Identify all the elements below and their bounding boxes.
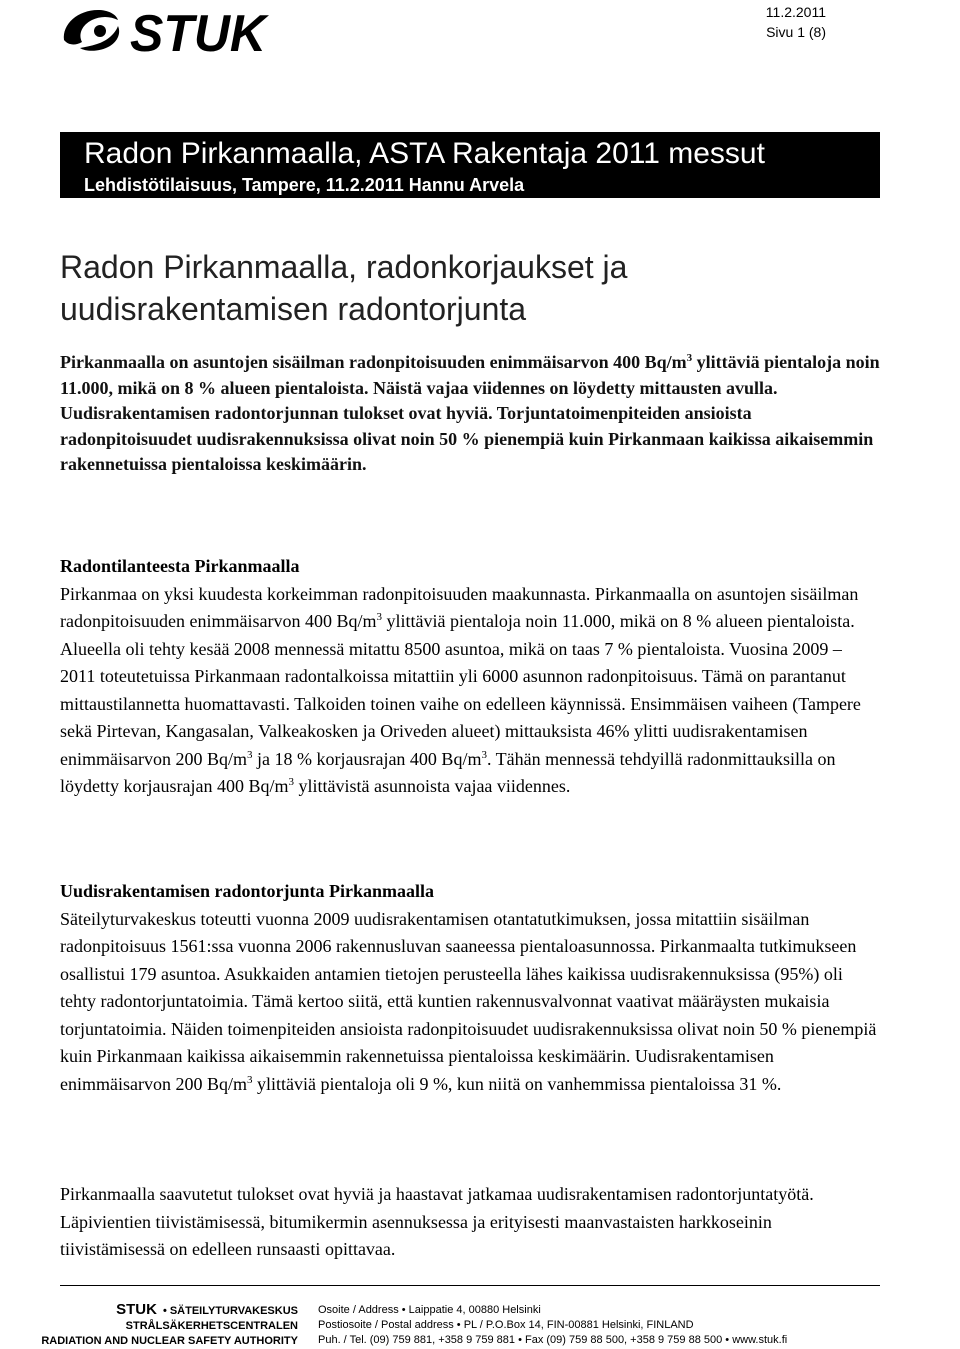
main-heading — [60, 246, 900, 330]
footer-org-fi: SÄTEILYTURVAKESKUS — [169, 1305, 298, 1317]
body-text: ylittäviä pientaloja oli 9 %, kun niitä on vanhemmissa pientaloissa 31 %. — [252, 1073, 782, 1094]
page-number: Sivu 1 (8) — [766, 24, 826, 40]
superscript: 3 — [246, 1073, 253, 1086]
superscript: 3 — [246, 748, 253, 761]
banner-subtitle: Lehdistötilaisuus, Tampere, 11.2.2011 Hannu Arvela — [84, 175, 525, 195]
footer-divider — [60, 1285, 880, 1286]
footer-org-name: STUK — [116, 1301, 157, 1318]
superscript: 3 — [288, 776, 294, 788]
footer-org-en: RADIATION AND NUCLEAR SAFETY AUTHORITY — [41, 1335, 298, 1347]
superscript: 3 — [376, 611, 382, 623]
lead-paragraph — [60, 350, 880, 478]
closing-paragraph — [60, 1181, 880, 1264]
body-text: Pirkanmaa on yksi kuudesta korkeimman radonpitoisuuden maakunnasta. Pirkanmaalla on asuntojen sisäilman radonpitoisuuden enimmäisarvon 400 Bq/m — [60, 583, 859, 631]
section-title: Uudisrakentamisen radontorjunta Pirkanmaalla — [60, 881, 435, 901]
lead-text: ylittäviä pientaloja noin 11.000, mikä on 8 % alueen pientaloista. Näistä vajaa viidennes on löydetty mittausten avulla. Uudisrakentamisen radontorjunnan tulokset ovat hyviä. Torjuntatoimenpiteiden ansioista radonpitoisuudet uudisrakennuksissa olivat noin 50 % pienempiä kuin Pirkanmaan kaikissa aikaisemmin rakennetuissa pientaloissa keskimäärin. — [60, 352, 880, 474]
svg-text:STUK: STUK — [130, 5, 270, 56]
heading-line-1: Radon Pirkanmaalla, radonkorjaukset ja — [60, 249, 628, 285]
body-text: ylittäviä pientaloja noin 11.000, mikä on 8 % alueen pientaloista. Alueella oli tehty kesää 2008 mennessä mitattu 8500 asuntoa, mikä on taas 7 % pientaloista. Vuosina 2009 – 2011 toteutetuissa Pirkanmaan radontalkoissa mitattiin yli 6000 asunnon radonpitoisuus. Tämä on parantanut mittaustilannetta huomattavasti. Talkoiden toinen vaihe on edelleen käynnissä. Ensimmäisen vaiheen (Tampere sekä Pirtevan, Kangasalan, Valkeakosken ja Oriveden alueet) mittauksista 46% ylitti uudisrakentamisen enimmäisarvon 200 Bq/m — [60, 611, 861, 769]
section-title: Radontilanteesta Pirkanmaalla — [60, 556, 300, 576]
title-banner — [60, 132, 880, 198]
superscript: 3 — [686, 352, 693, 364]
document-date-block — [766, 2, 826, 42]
footer-postal-address: Postiosoite / Postal address • PL / P.O.Box 14, FIN-00881 Helsinki, FINLAND — [318, 1319, 694, 1331]
footer-bullet: • — [162, 1305, 167, 1317]
section-body — [60, 906, 880, 1099]
stuk-logo-graphic — [60, 4, 270, 56]
section-body — [60, 581, 880, 801]
footer-phone: Puh. / Tel. (09) 759 881, +358 9 759 881 • Fax (09) 759 88 500, +358 9 759 88 500 • www.stuk.fi — [318, 1334, 788, 1346]
body-text: . Tähän mennessä tehdyillä radonmittauksilla on löydetty korjausrajan 400 Bq/m — [60, 748, 836, 796]
body-text: ja 18 % korjausrajan 400 Bq/m — [252, 748, 482, 769]
closing-text: Pirkanmaalla saavutetut tulokset ovat hyviä ja haastavat jatkamaa uudisrakentamisen radontorjuntatyötä. Läpivientien tiivistämisessä, bitumikermin asennuksessa ja erityisesti maanvastaisten harkkoseinin tiivistämisessä on edelleen runsaasti opittavaa. — [60, 1184, 814, 1259]
stuk-logo — [60, 4, 270, 56]
footer-contact — [318, 1303, 878, 1348]
footer-organization — [0, 1302, 298, 1349]
footer-org-sv: STRÅLSÄKERHETSCENTRALEN — [125, 1320, 298, 1332]
superscript: 3 — [481, 748, 487, 761]
body-text: Säteilyturvakeskus toteutti vuonna 2009 uudisrakentamisen otantatutkimuksen, jossa mitattiin sisäilman radonpitoisuus 1561:ssa vuonna 2006 rakennusluvan saaneessa pientaloasunnossa. Pirkanmaalta tutkimukseen osallistui 179 asuntoa. Asukkaiden antamien tietojen perusteella lähes kaikissa uudisrakennuksissa (95%) oli tehty radontorjuntatoimia. Tämä kertoo siitä, että kuntien rakennusvalvonnat vaativat määräysten mukaisia torjuntatoimia. Näiden toimenpiteiden ansioista radonpitoisuudet uudisrakennuksissa olivat noin 50 % pienempiä kuin Pirkanmaan kaikissa aikaisemmin rakennetuissa pientaloissa keskimäärin. Uudisrakentamisen enimmäisarvon 200 Bq/m — [60, 908, 877, 1094]
footer-address: Osoite / Address • Laippatie 4, 00880 Helsinki — [318, 1304, 541, 1316]
lead-text: Pirkanmaalla on asuntojen sisäilman radonpitoisuuden enimmäisarvon 400 Bq/m — [60, 352, 687, 372]
section-radon-situation — [60, 553, 880, 801]
banner-title: Radon Pirkanmaalla, ASTA Rakentaja 2011 messut — [84, 137, 765, 170]
document-date: 11.2.2011 — [765, 4, 826, 20]
section-new-construction — [60, 878, 880, 1098]
heading-line-2: uudisrakentamisen radontorjunta — [60, 291, 527, 327]
body-text: ylittävistä asunnoista vajaa viidennes. — [293, 776, 571, 796]
